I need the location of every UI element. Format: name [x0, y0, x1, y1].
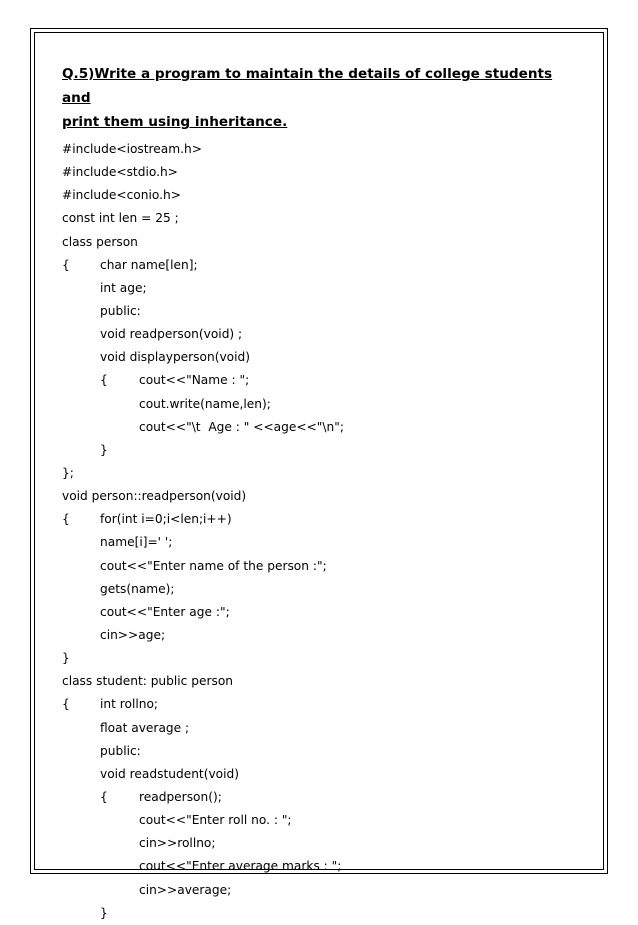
code-line: [62, 809, 582, 832]
code-text: void readperson(void) ;: [100, 327, 243, 342]
code-line: [62, 254, 582, 277]
code-line: [62, 740, 582, 763]
heading-line-2: print them using inheritance.: [62, 114, 288, 130]
code-line: [62, 832, 582, 855]
code-line: [62, 207, 582, 230]
code-text: cout<<"\t Age : " <<age<<"\n";: [139, 419, 344, 434]
code-line: [62, 531, 582, 554]
code-text: cout<<"Enter name of the person :";: [100, 558, 327, 573]
code-text: cout<<"Name : ";: [139, 373, 250, 388]
code-line: [62, 161, 582, 184]
code-text: public:: [100, 743, 141, 758]
code-line: [62, 670, 582, 693]
code-text: cout<<"Enter age :";: [100, 604, 230, 619]
code-text: #include<stdio.h>: [62, 165, 178, 180]
code-line: [62, 578, 582, 601]
code-text: void readstudent(void): [100, 766, 240, 781]
code-text: class student: public person: [62, 674, 234, 689]
code-line: [62, 485, 582, 508]
code-text: char name[len];: [100, 257, 198, 272]
code-line: [62, 763, 582, 786]
code-line: [62, 393, 582, 416]
code-listing: [62, 138, 582, 925]
question-heading: [62, 62, 582, 134]
code-line: [62, 555, 582, 578]
code-brace: {: [100, 789, 108, 804]
code-line: [62, 277, 582, 300]
code-text: gets(name);: [100, 581, 175, 596]
code-line: [62, 184, 582, 207]
code-line: [62, 323, 582, 346]
code-brace: {: [62, 257, 70, 272]
code-text: }: [100, 442, 108, 457]
code-text: void person::readperson(void): [62, 489, 247, 504]
code-text: cin>>rollno;: [139, 836, 216, 851]
code-text: #include<conio.h>: [62, 188, 181, 203]
code-line: [62, 601, 582, 624]
code-line: [62, 647, 582, 670]
code-text: };: [62, 465, 74, 480]
code-brace: {: [100, 373, 108, 388]
code-line: [62, 693, 582, 716]
code-line: [62, 462, 582, 485]
code-text: cin>>age;: [100, 627, 166, 642]
code-line: [62, 624, 582, 647]
code-line: [62, 902, 582, 925]
code-line: [62, 855, 582, 878]
code-text: const int len = 25 ;: [62, 211, 179, 226]
code-line: [62, 717, 582, 740]
code-text: int rollno;: [100, 697, 159, 712]
code-text: #include<iostream.h>: [62, 142, 202, 156]
code-line: [62, 231, 582, 254]
code-line: [62, 369, 582, 392]
code-line: [62, 416, 582, 439]
code-line: [62, 879, 582, 902]
code-text: cout.write(name,len);: [139, 396, 271, 411]
code-text: public:: [100, 303, 141, 318]
code-brace: {: [62, 512, 70, 527]
code-brace: {: [62, 697, 70, 712]
code-text: readperson();: [139, 789, 222, 804]
code-text: float average ;: [100, 720, 190, 735]
code-text: cin>>average;: [139, 882, 232, 897]
code-line: [62, 508, 582, 531]
code-text: name[i]=' ';: [100, 535, 173, 550]
code-text: void displayperson(void): [100, 350, 251, 365]
code-line: [62, 786, 582, 809]
code-text: class person: [62, 234, 138, 249]
code-line: [62, 439, 582, 462]
code-line: [62, 300, 582, 323]
code-line: [62, 138, 582, 161]
code-text: }: [100, 905, 108, 920]
code-text: cout<<"Enter roll no. : ";: [139, 813, 292, 828]
code-text: for(int i=0;i<len;i++): [100, 512, 232, 527]
code-text: cout<<"Enter average marks : ";: [139, 859, 342, 874]
code-text: }: [62, 651, 70, 666]
code-line: [62, 346, 582, 369]
heading-line-1: Q.5)Write a program to maintain the details of college students and: [62, 66, 553, 106]
code-text: int age;: [100, 280, 147, 295]
